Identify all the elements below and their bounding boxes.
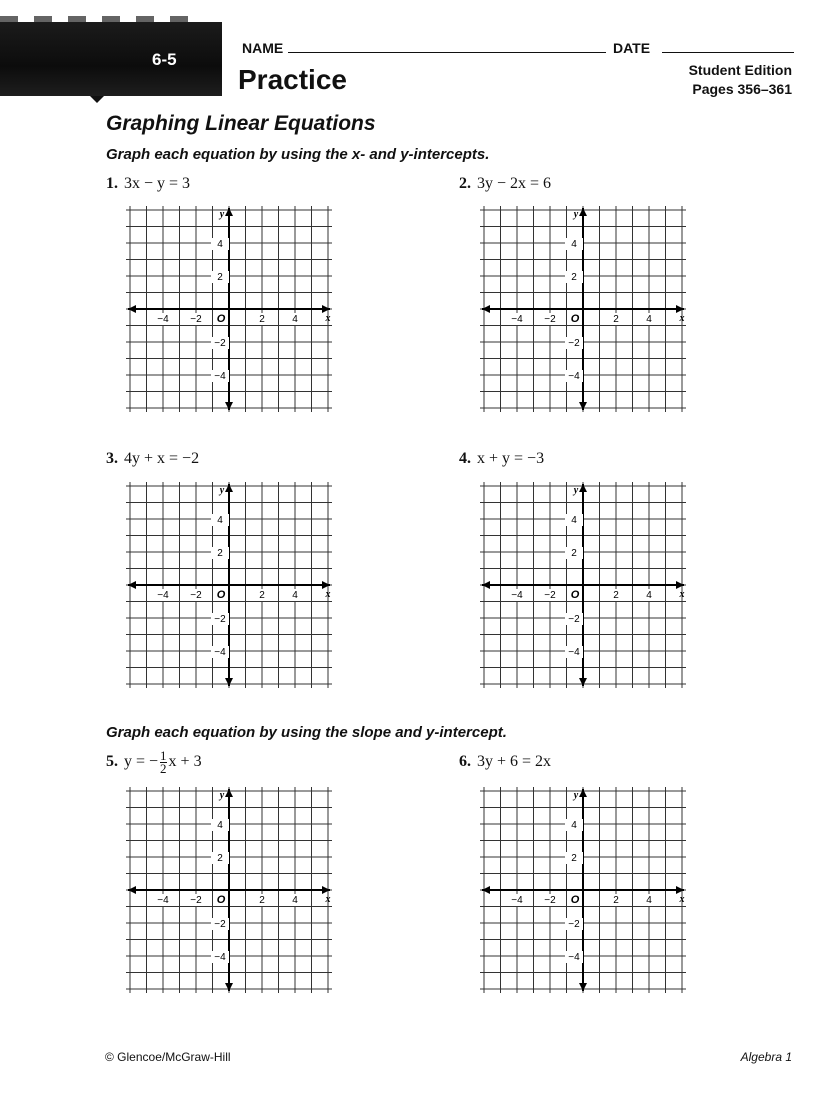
x-tick-label: −4 [157, 895, 169, 906]
problem-number: 3. [106, 450, 118, 467]
y-axis-arrow-down-icon [579, 402, 587, 410]
x-axis-label: x [325, 313, 331, 324]
instructions-intercepts: Graph each equation by using the x- and y-intercepts. [106, 146, 490, 163]
x-tick-label: 2 [259, 895, 265, 906]
coordinate-grid-5[interactable] [126, 787, 332, 993]
coordinate-grid-6[interactable] [480, 787, 686, 993]
page-title: Graphing Linear Equations [106, 112, 376, 135]
problem-number: 4. [459, 450, 471, 467]
y-tick-label: 4 [571, 820, 577, 831]
x-axis-label: x [325, 894, 331, 905]
y-axis-label: y [573, 790, 579, 801]
y-axis-label: y [573, 485, 579, 496]
origin-label: O [570, 313, 580, 325]
y-tick-label: 2 [217, 272, 223, 283]
course-name: Algebra 1 [740, 1050, 792, 1064]
origin-label: O [570, 589, 580, 601]
x-tick-label: −2 [190, 590, 202, 601]
grid-svg [480, 206, 686, 412]
date-label: DATE [613, 40, 651, 56]
problem-equation: 3x − y = 3 [124, 175, 191, 192]
x-tick-label: 2 [613, 895, 619, 906]
y-axis-arrow-up-icon [225, 484, 233, 492]
x-axis-label: x [679, 313, 685, 324]
y-tick-label: 2 [571, 272, 577, 283]
y-tick-label: −4 [568, 647, 580, 658]
date-field[interactable] [662, 52, 794, 53]
y-axis-arrow-down-icon [579, 678, 587, 686]
x-tick-label: 2 [259, 590, 265, 601]
grid-svg [126, 206, 332, 412]
x-axis-arrow-left-icon [482, 581, 490, 589]
x-axis-arrow-left-icon [128, 581, 136, 589]
origin-label: O [216, 313, 226, 325]
y-tick-label: 2 [217, 853, 223, 864]
x-tick-label: −4 [511, 590, 523, 601]
problem-equation: 3y + 6 = 2x [477, 753, 552, 770]
edition-label: Student Edition [688, 62, 792, 78]
x-tick-label: −2 [544, 895, 556, 906]
y-axis-label: y [219, 790, 225, 801]
y-axis-label: y [219, 485, 225, 496]
y-tick-label: −2 [214, 338, 226, 349]
problem-5 [106, 750, 202, 775]
x-tick-label: −4 [157, 314, 169, 325]
origin-label: O [570, 894, 580, 906]
y-tick-label: 4 [571, 515, 577, 526]
problem-equation: 3y − 2x = 6 [477, 175, 552, 192]
x-axis-arrow-left-icon [482, 886, 490, 894]
y-tick-label: 4 [217, 820, 223, 831]
fraction [160, 750, 167, 775]
coordinate-grid-1[interactable] [126, 206, 332, 412]
y-tick-label: −4 [568, 371, 580, 382]
y-axis-arrow-down-icon [225, 983, 233, 991]
coordinate-grid-2[interactable] [480, 206, 686, 412]
problem-1 [106, 175, 190, 193]
x-axis-label: x [679, 894, 685, 905]
fraction-denominator: 2 [160, 761, 167, 776]
x-axis-arrow-left-icon [482, 305, 490, 313]
equation-suffix: x + 3 [168, 753, 202, 771]
y-axis-arrow-down-icon [225, 402, 233, 410]
x-tick-label: 4 [646, 314, 652, 325]
x-axis-label: x [679, 589, 685, 600]
pages-label: Pages 356–361 [692, 81, 792, 97]
lesson-banner [0, 22, 222, 96]
banner-arrow-icon [90, 96, 104, 103]
name-field[interactable] [288, 52, 606, 53]
x-axis-label: x [325, 589, 331, 600]
x-tick-label: 4 [292, 590, 298, 601]
fraction-numerator: 1 [160, 748, 167, 763]
x-axis-arrow-right-icon [322, 581, 330, 589]
x-tick-label: 2 [613, 314, 619, 325]
lesson-number: 6-5 [152, 50, 177, 69]
y-tick-label: −2 [214, 614, 226, 625]
y-axis-arrow-up-icon [579, 208, 587, 216]
x-tick-label: 2 [259, 314, 265, 325]
problem-2 [459, 175, 551, 193]
y-axis-arrow-up-icon [225, 789, 233, 797]
y-tick-label: 4 [217, 515, 223, 526]
y-axis-arrow-up-icon [225, 208, 233, 216]
coordinate-grid-4[interactable] [480, 482, 686, 688]
problem-3 [106, 450, 199, 468]
x-tick-label: −2 [544, 314, 556, 325]
x-tick-label: −2 [190, 314, 202, 325]
x-axis-arrow-right-icon [676, 305, 684, 313]
y-tick-label: 4 [571, 239, 577, 250]
problem-6 [459, 753, 551, 771]
name-label: NAME [242, 40, 284, 56]
instructions-slope: Graph each equation by using the slope and y-intercept. [106, 724, 507, 741]
y-axis-arrow-up-icon [579, 789, 587, 797]
x-axis-arrow-right-icon [676, 581, 684, 589]
x-tick-label: 4 [646, 590, 652, 601]
y-tick-label: −2 [568, 614, 580, 625]
x-tick-label: −4 [511, 314, 523, 325]
problem-4 [459, 450, 544, 468]
copyright: © Glencoe/McGraw-Hill [105, 1050, 231, 1064]
x-axis-arrow-right-icon [676, 886, 684, 894]
origin-label: O [216, 589, 226, 601]
y-axis-arrow-up-icon [579, 484, 587, 492]
y-axis-arrow-down-icon [225, 678, 233, 686]
grid-svg [480, 787, 686, 993]
y-tick-label: −4 [214, 647, 226, 658]
problem-number: 5. [106, 753, 118, 771]
y-tick-label: 4 [217, 239, 223, 250]
y-tick-label: −4 [568, 952, 580, 963]
grid-svg [126, 482, 332, 688]
y-axis-arrow-down-icon [579, 983, 587, 991]
y-tick-label: −4 [214, 952, 226, 963]
x-axis-arrow-right-icon [322, 305, 330, 313]
y-tick-label: −2 [214, 919, 226, 930]
x-tick-label: 4 [292, 895, 298, 906]
x-tick-label: −4 [157, 590, 169, 601]
x-tick-label: 4 [292, 314, 298, 325]
y-axis-label: y [573, 209, 579, 220]
x-tick-label: −4 [511, 895, 523, 906]
edition-info [689, 61, 792, 99]
worksheet-type: Practice [238, 64, 347, 95]
x-axis-arrow-right-icon [322, 886, 330, 894]
y-tick-label: −4 [214, 371, 226, 382]
y-tick-label: 2 [217, 548, 223, 559]
problem-equation: x + y = −3 [477, 450, 545, 467]
equation-prefix: y = − [124, 753, 159, 771]
y-tick-label: 2 [571, 548, 577, 559]
coordinate-grid-3[interactable] [126, 482, 332, 688]
problem-number: 1. [106, 175, 118, 192]
x-tick-label: −2 [544, 590, 556, 601]
x-axis-arrow-left-icon [128, 886, 136, 894]
grid-svg [480, 482, 686, 688]
x-tick-label: −2 [190, 895, 202, 906]
grid-svg [126, 787, 332, 993]
problem-number: 6. [459, 753, 471, 770]
problem-equation: 4y + x = −2 [124, 450, 200, 467]
problem-number: 2. [459, 175, 471, 192]
y-axis-label: y [219, 209, 225, 220]
x-tick-label: 4 [646, 895, 652, 906]
x-axis-arrow-left-icon [128, 305, 136, 313]
x-tick-label: 2 [613, 590, 619, 601]
y-tick-label: −2 [568, 919, 580, 930]
y-tick-label: 2 [571, 853, 577, 864]
y-tick-label: −2 [568, 338, 580, 349]
origin-label: O [216, 894, 226, 906]
